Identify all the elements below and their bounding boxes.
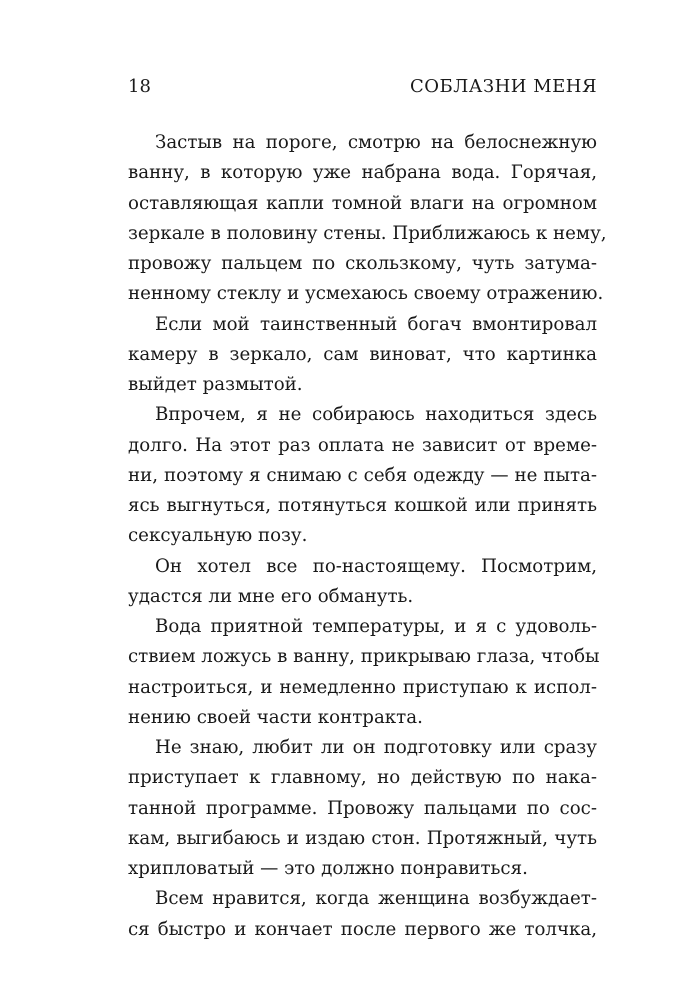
text-line: выйдет размытой. [128, 374, 303, 395]
text-line: ни, поэтому я снимаю с себя одежду — не пыта- [128, 464, 597, 486]
text-line: настроиться, и немедленно приступаю к испол- [128, 676, 597, 698]
text-line: долго. На этот раз оплата не зависит от време- [128, 434, 597, 456]
text-line: Застыв на пороге, смотрю на белоснежную [155, 132, 597, 153]
text-line: ся быстро и кончает после первого же толчка, [128, 918, 597, 940]
text-line: оставляющая капли томной влаги на огромном [128, 192, 597, 214]
text-line: ясь выгнуться, потянуться кошкой или принять [128, 495, 597, 516]
text-line: камеру в зеркало, сам виноват, что картинка [128, 343, 597, 365]
page-header [128, 76, 597, 106]
text-line: ванну, в которую уже набрана вода. Горячая, [128, 162, 597, 184]
text-line: Если мой таинственный богач вмонтировал [155, 313, 597, 335]
text-line: Впрочем, я не собираюсь находиться здесь [155, 404, 597, 426]
text-line: ствием ложусь в ванну, прикрываю глаза, чтобы [128, 646, 600, 668]
text-line: ненному стеклу и усмехаюсь своему отражению. [128, 283, 604, 305]
text-line: танной программе. Провожу пальцами по сос- [128, 797, 597, 819]
text-line: Не знаю, любит ли он подготовку или сразу [155, 737, 597, 758]
text-line: Вода приятной температуры, и я с удоволь- [155, 616, 597, 637]
text-line: приступает к главному, но действую по нака- [128, 767, 597, 789]
text-line: Он хотел все по-настоящему. Посмотрим, [155, 555, 597, 577]
page-number: 18 [128, 76, 151, 97]
text-line: хрипловатый — это должно понравиться. [128, 858, 528, 879]
text-line: сексуальную позу. [128, 525, 308, 547]
text-line: Всем нравится, когда женщина возбуждает- [155, 888, 597, 910]
text-line: нению своей части контракта. [128, 706, 423, 728]
body-text [128, 128, 607, 945]
text-line: зеркале в половину стены. Приближаюсь к нему, [128, 222, 607, 244]
text-line: кам, выгибаюсь и издаю стон. Протяжный, чуть [128, 827, 597, 849]
text-line: провожу пальцем по скользкому, чуть затума- [128, 253, 597, 274]
running-title: СОБЛАЗНИ МЕНЯ [409, 76, 597, 97]
text-line: удастся ли мне его обмануть. [128, 585, 414, 607]
